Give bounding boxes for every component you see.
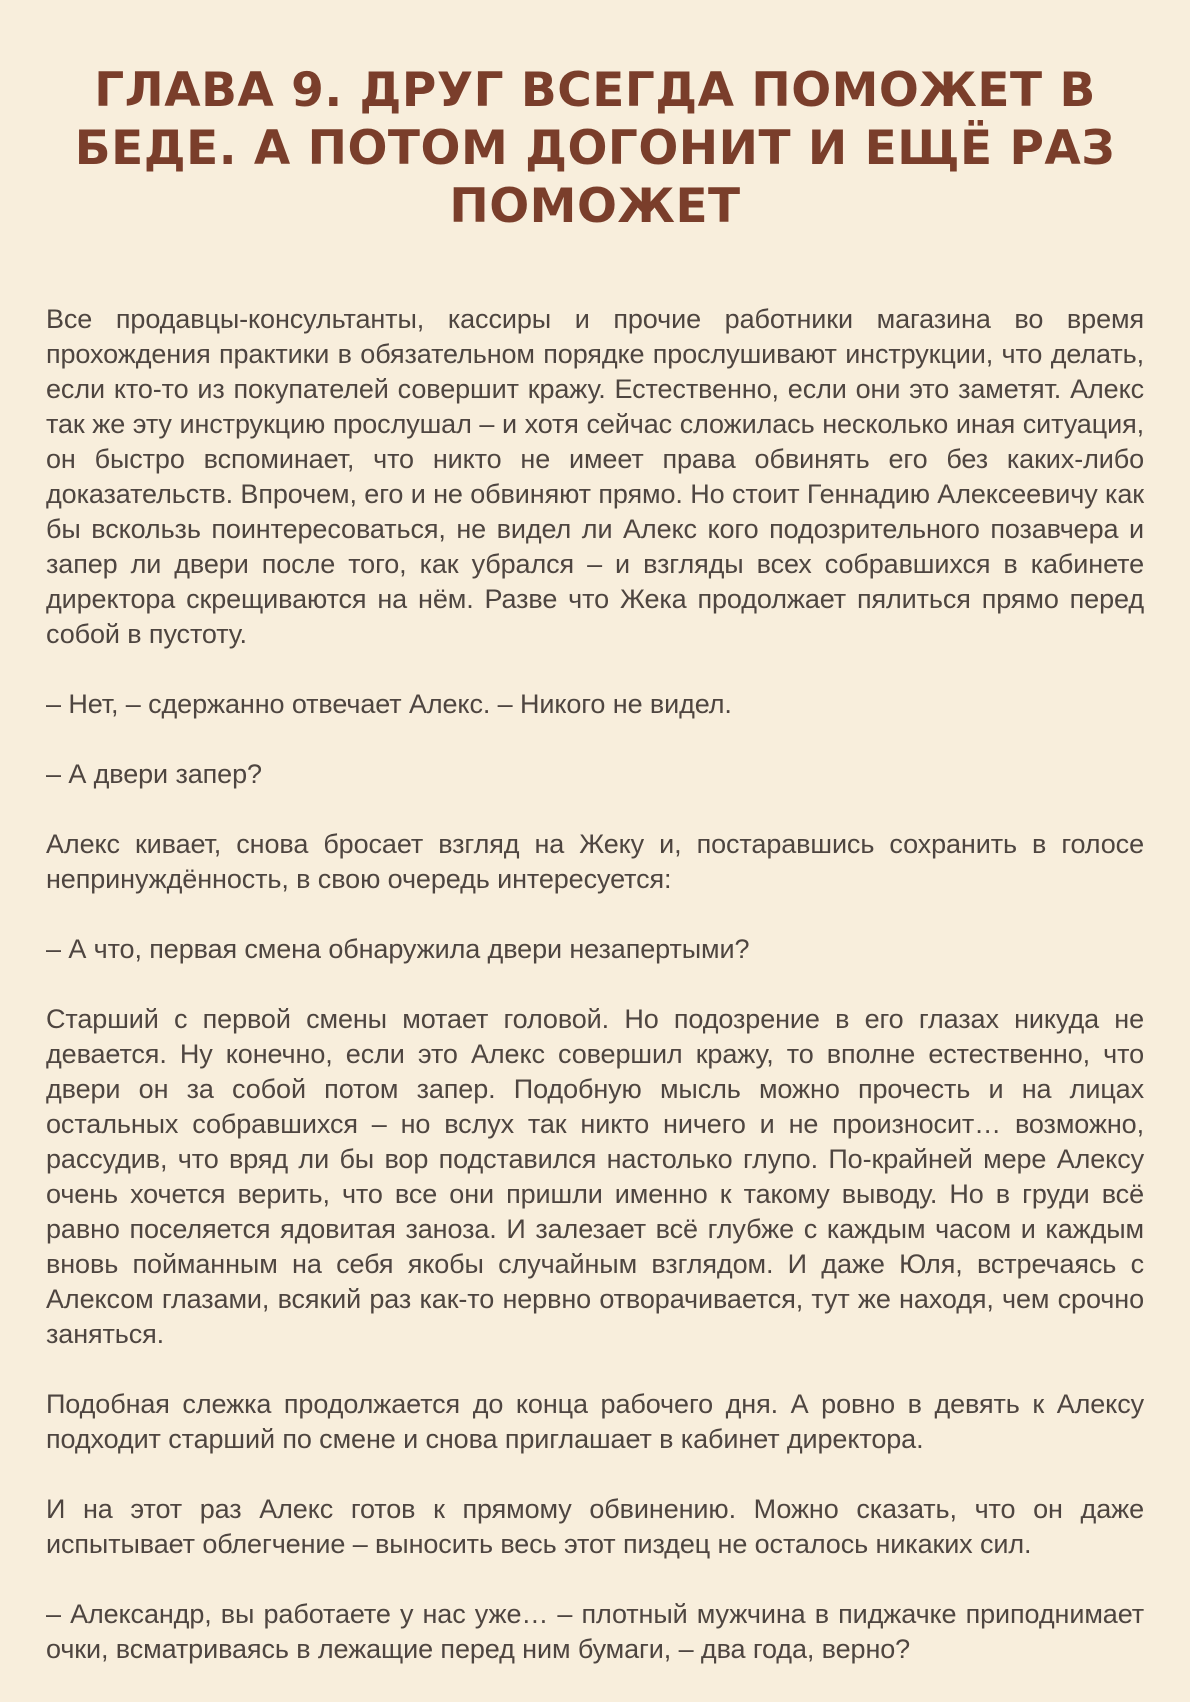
paragraph: Подобная слежка продолжается до конца рабочего дня. А ровно в девять к Алексу подходит старший по смене и снова приглашает в кабинет директора. bbox=[46, 1389, 1144, 1454]
paragraph: И на этот раз Алекс готов к прямому обвинению. Можно сказать, что он даже испытывает облегчение – выносить весь этот пиздец не осталось никаких сил. bbox=[46, 1494, 1144, 1559]
chapter-title: ГЛАВА 9. ДРУГ ВСЕГДА ПОМОЖЕТ В БЕДЕ. А ПОТОМ ДОГОНИТ И ЕЩЁ РАЗ ПОМОЖЕТ bbox=[74, 63, 1116, 234]
book-page bbox=[46, 0, 1144, 1702]
paragraph: – Александр, вы работаете у нас уже… – плотный мужчина в пиджачке приподнимает очки, всматриваясь в лежащие перед ним бумаги, – два года, верно? bbox=[46, 1599, 1144, 1664]
paragraph: – Нет, – сдержанно отвечает Алекс. – Никого не видел. bbox=[46, 689, 732, 719]
paragraph: Старший с первой смены мотает головой. Но подозрение в его глазах никуда не девается. Ну конечно, если это Алекс совершил кражу, то вполне естественно, что двери он за собой потом запер. Подобную мысль можно прочесть и на лицах остальных собравшихся – но вслух так никто ничего и не произносит… возможно, рассудив, что вряд ли бы вор подставился настолько глупо. По-крайней мере Алексу очень хочется верить, что все они пришли именно к такому выводу. Но в груди всё равно поселяется ядовитая заноза. И залезает всё глубже с каждым часом и каждым вновь пойманным на себя якобы случайным взглядом. И даже Юля, встречаясь с Алексом глазами, всякий раз как-то нервно отворачивается, тут же находя, чем срочно заняться. bbox=[46, 1004, 1144, 1349]
chapter-text bbox=[46, 302, 1144, 1667]
paragraph: Все продавцы-консультанты, кассиры и прочие работники магазина во время прохождения практики в обязательном порядке прослушивают инструкции, что делать, если кто-то из покупателей совершит кражу. Естественно, если они это заметят. Алекс так же эту инструкцию прослушал – и хотя сейчас сложилась несколько иная ситуация, он быстро вспоминает, что никто не имеет права обвинять его без каких-либо доказательств. Впрочем, его и не обвиняют прямо. Но стоит Геннадию Алексеевичу как бы вскользь поинтересоваться, не видел ли Алекс кого подозрительного позавчера и запер ли двери после того, как убрался – и взгляды всех собравшихся в кабинете директора скрещиваются на нём. Разве что Жека продолжает пялиться прямо перед собой в пустоту. bbox=[46, 304, 1144, 649]
paragraph: – А что, первая смена обнаружила двери незапертыми? bbox=[46, 934, 750, 964]
paragraph: Алекс кивает, снова бросает взгляд на Жеку и, постаравшись сохранить в голосе непринуждённость, в свою очередь интересуется: bbox=[46, 829, 1144, 894]
paragraph: – А двери запер? bbox=[46, 759, 262, 789]
